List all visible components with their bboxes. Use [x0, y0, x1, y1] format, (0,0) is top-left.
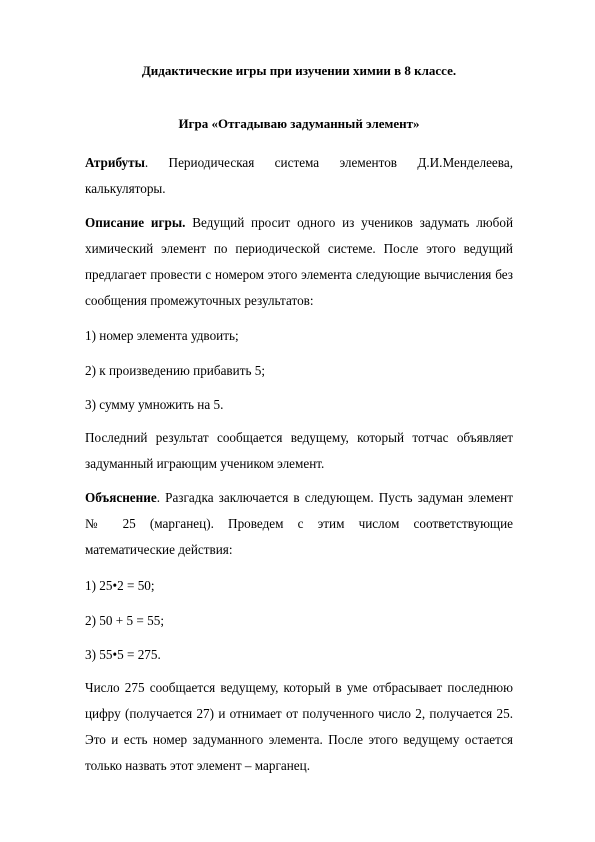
game-title: Игра «Отгадываю задуманный элемент»: [178, 116, 420, 131]
attributes-paragraph: [85, 150, 513, 202]
conclusion-paragraph: Число 275 сообщается ведущему, который в уме отбрасывает последнюю цифру (получается 27) и отнимает от полученного число 2, получается 25. Это и есть номер задуманного элемента. После этого ведущему остается только назвать этот элемент – марганец.: [85, 680, 513, 773]
document-title: Дидактические игры при изучении химии в 8 классе.: [141, 63, 457, 78]
attributes-text: . Периодическая система элементов Д.И.Менделеева, калькуляторы.: [85, 155, 513, 196]
description-paragraph: [85, 210, 513, 314]
calculation-item: 3) 55•5 = 275.: [85, 647, 161, 662]
explanation-text: . Разгадка заключается в следующем. Пусть задуман элемент № 25 (марганец). Проведем с этим числом соответствующие математические действия:: [85, 490, 513, 557]
step-item: 2) к произведению прибавить 5;: [85, 363, 266, 378]
description-label: Описание игры.: [85, 215, 186, 230]
step-item: 1) номер элемента удвоить;: [85, 328, 239, 343]
explanation-paragraph: [85, 485, 513, 563]
calculation-item: 2) 50 + 5 = 55;: [85, 613, 164, 628]
explanation-label: Объяснение: [85, 490, 157, 505]
calculation-item: 1) 25•2 = 50;: [85, 578, 155, 593]
step-item: 3) сумму умножить на 5.: [85, 397, 224, 412]
result-paragraph: Последний результат сообщается ведущему, который тотчас объявляет задуманный играющим учеником элемент.: [85, 430, 513, 471]
attributes-label: Атрибуты: [85, 155, 145, 170]
description-text: Ведущий просит одного из учеников задумать любой химический элемент по периодической системе. После этого ведущий предлагает провести с номером этого элемента следующие вычисления без сообщения промежуточных результатов:: [85, 215, 513, 308]
